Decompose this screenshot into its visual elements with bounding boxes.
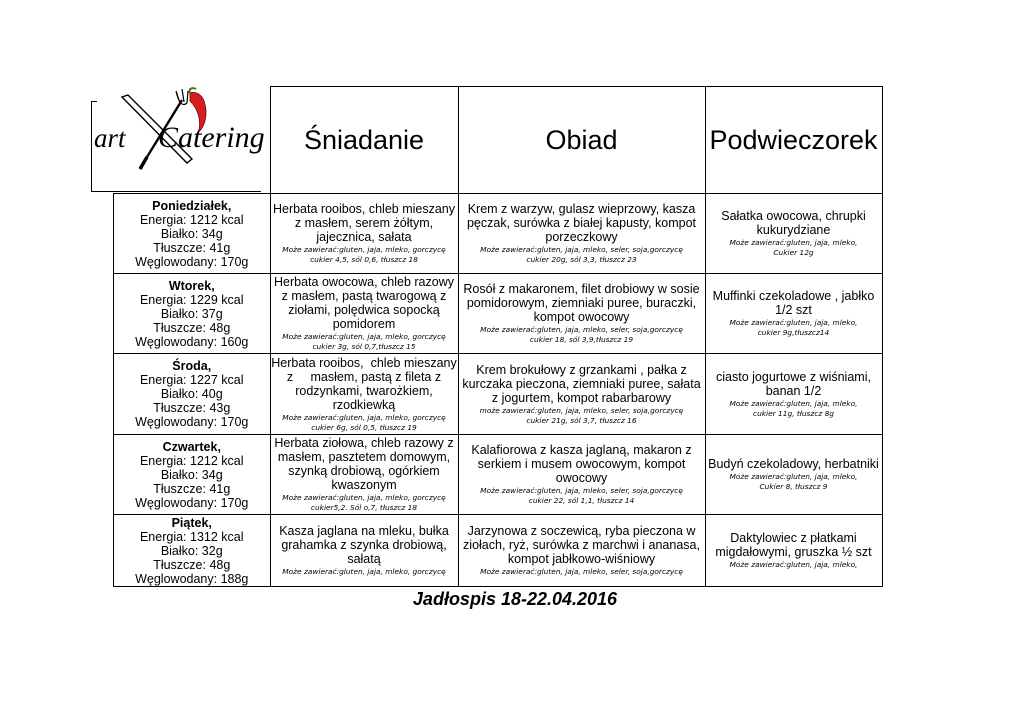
energy-value: Energia: 1312 kcal [139,529,244,544]
day-cell [114,435,271,515]
lunch-cell [458,274,705,354]
allergens-text: Może zawierać:gluten, jaja, mleko, [729,238,858,247]
nutrients-text: cukier5,2. Sól o,7, tłuszcz 18 [310,503,418,512]
allergens-text: Może zawierać:gluten, jaja, mleko, seler, soja,gorczycę [480,486,683,495]
fat-value: Tłuszcze: 41g [153,240,231,255]
carbs-value: Węglowodany: 160g [135,334,249,349]
lunch-cell [458,194,705,274]
column-header-sniadanie: Śniadanie [270,87,458,194]
nutrients-text: cukier 4,5, sól 0,6, tłuszcz 18 [310,255,418,264]
fat-value: Tłuszcze: 41g [153,481,231,496]
nutrients-text: Cukier 12g [773,248,814,257]
lunch-cell [458,435,705,515]
allergens-text: Może zawierać:gluten, jaja, mleko, seler, soja,gorczycę [480,567,683,576]
day-cell [114,194,271,274]
breakfast-cell [270,354,461,435]
meal-text: ciasto jogurtowe z wiśniami, banan 1/2 [716,369,871,398]
allergens-text: Może zawierać:gluten, jaja, mleko, gorczycę [282,412,446,422]
snack-cell [705,515,882,587]
column-header-obiad: Obiad [458,87,705,194]
breakfast-cell [270,515,458,587]
snack-cell [705,435,882,515]
nutrients-text: cukier 18, sól 3,9,tłuszcz 19 [529,335,634,344]
snack-cell [705,194,882,274]
energy-value: Energia: 1227 kcal [139,373,244,387]
day-cell [114,354,271,435]
lunch-cell [458,354,705,435]
column-header-podwieczorek: Podwieczorek [705,87,882,194]
carbs-value: Węglowodany: 170g [135,415,249,429]
meal-text: Kasza jaglana na mleku, bułka grahamka z szynka drobiową, sałatą [279,524,449,566]
nutrients-text: cukier 20g, sól 3,3, tłuszcz 23 [526,255,637,264]
nutrients-text: cukier 6g, sól 0,5, tłuszcz 19 [311,422,417,432]
table-row [114,515,883,587]
meal-text: Krem z warzyw, gulasz wieprzowy, kasza pęczak, surówka z białej kapusty, kompot porzeczkowy [466,202,697,244]
allergens-text: Może zawierać:gluten, jaja, mleko, [729,318,858,327]
breakfast-cell [270,194,458,274]
logo-text-art: art [94,123,126,153]
protein-value: Białko: 37g [160,306,223,321]
allergens-text: Może zawierać:gluten, jaja, mleko, gorczycę [282,332,446,341]
meal-text: Kalafiorowa z kasza jaglaną, makaron z serkiem i musem owocowym, kompot owocowy [471,443,692,485]
allergens-text: Może zawierać:gluten, jaja, mleko, gorczycę [282,567,446,576]
meal-text: Herbata rooibos, chleb mieszany z masłem, pastą z fileta z rodzynkami, twarożkiem, rzodkiewką [271,355,461,412]
carbs-value: Węglowodany: 170g [135,254,249,269]
nutrients-text: Cukier 8, tłuszcz 9 [759,482,828,491]
breakfast-cell [270,435,458,515]
allergens-text: Może zawierać:gluten, jaja, mleko, gorczycę [282,245,446,254]
menu-title: Jadłospis 18-22.04.2016 [412,589,618,609]
protein-value: Białko: 40g [160,387,223,401]
table-row [114,435,883,515]
allergens-text: Może zawierać:gluten, jaja, mleko, seler, soja,gorczycę [480,325,683,334]
meal-text: Daktylowiec z płatkami migdałowymi, gruszka ½ szt [715,531,872,559]
day-cell [114,274,271,354]
meal-text: Muffinki czekoladowe , jabłko 1/2 szt [712,289,875,317]
day-name: Czwartek, [162,439,221,454]
meal-text: Krem brokułowy z grzankami , pałka z kurczaka pieczona, ziemniaki puree, sałata z jogurtem, kompot rabarbarowy [462,362,701,405]
logo-text-catering: Catering [158,121,265,154]
allergens-text: Może zawierać:gluten, jaja, mleko, [729,472,858,481]
nutrients-text: cukier 3g, sól 0,7,tłuszcz 15 [312,342,416,351]
meal-text: Herbata rooibos, chleb mieszany z masłem, serem żółtym, jajecznica, sałata [272,202,456,244]
menu-table [113,86,883,587]
meal-text: Herbata ziołowa, chleb razowy z masłem, pasztetem domowym, szynką drobiową, ogórkiem kwaszonym [274,436,454,492]
fat-value: Tłuszcze: 43g [153,401,231,415]
protein-value: Białko: 32g [160,543,223,558]
meal-text: Rosół z makaronem, filet drobiowy w sosie pomidorowym, ziemniaki puree, buraczki, kompot owocowy [463,282,700,324]
meal-text: Herbata owocowa, chleb razowy z masłem, pastą twarogową z ziołami, polędwica sopocką pomidorem [274,275,454,331]
table-row [114,194,883,274]
table-row [114,274,883,354]
carbs-value: Węglowodany: 188g [135,571,249,586]
table-row [114,354,883,435]
nutrients-text: cukier 11g, tłuszcz 8g [753,408,834,418]
fat-value: Tłuszcze: 48g [153,557,231,572]
allergens-text: Może zawierać:gluten, jaja, mleko, gorczycę [282,493,446,502]
allergens-text: Może zawierać:gluten, jaja, mleko, [729,398,858,408]
meal-text: Jarzynowa z soczewicą, ryba pieczona w ziołach, ryż, surówka z marchwi i ananasa, kompot jabłkowo-wiśniowy [463,524,700,566]
energy-value: Energia: 1212 kcal [139,212,244,227]
nutrients-text: cukier 21g, sól 3,7, tłuszcz 16 [526,415,637,425]
day-name: Piątek, [171,515,212,530]
energy-value: Energia: 1212 kcal [139,453,244,468]
allergens-text: Może zawierać:gluten, jaja, mleko, [729,560,858,569]
protein-value: Białko: 34g [160,226,223,241]
breakfast-cell [270,274,458,354]
lunch-cell [458,515,705,587]
day-name: Środa, [172,359,212,373]
day-name: Poniedziałek, [152,198,232,213]
nutrients-text: cukier 22, sól 1,1, tłuszcz 14 [528,496,635,505]
energy-value: Energia: 1229 kcal [139,292,244,307]
fat-value: Tłuszcze: 48g [153,320,231,335]
nutrients-text: cukier 9g,tłuszcz14 [757,328,830,337]
allergens-text: może zawierać:gluten, jaja, mleko, seler, soja,gorczycę [479,405,684,415]
meal-text: Budyń czekoladowy, herbatniki [708,457,879,471]
allergens-text: Może zawierać:gluten, jaja, mleko, seler, soja,gorczycę [480,245,683,254]
protein-value: Białko: 34g [160,467,223,482]
day-name: Wtorek, [168,278,215,293]
snack-cell [705,274,882,354]
logo-corner-cell [114,87,271,194]
carbs-value: Węglowodany: 170g [135,495,249,510]
snack-cell [705,354,882,435]
meal-text: Sałatka owocowa, chrupki kukurydziane [721,209,866,237]
day-cell [114,515,271,587]
